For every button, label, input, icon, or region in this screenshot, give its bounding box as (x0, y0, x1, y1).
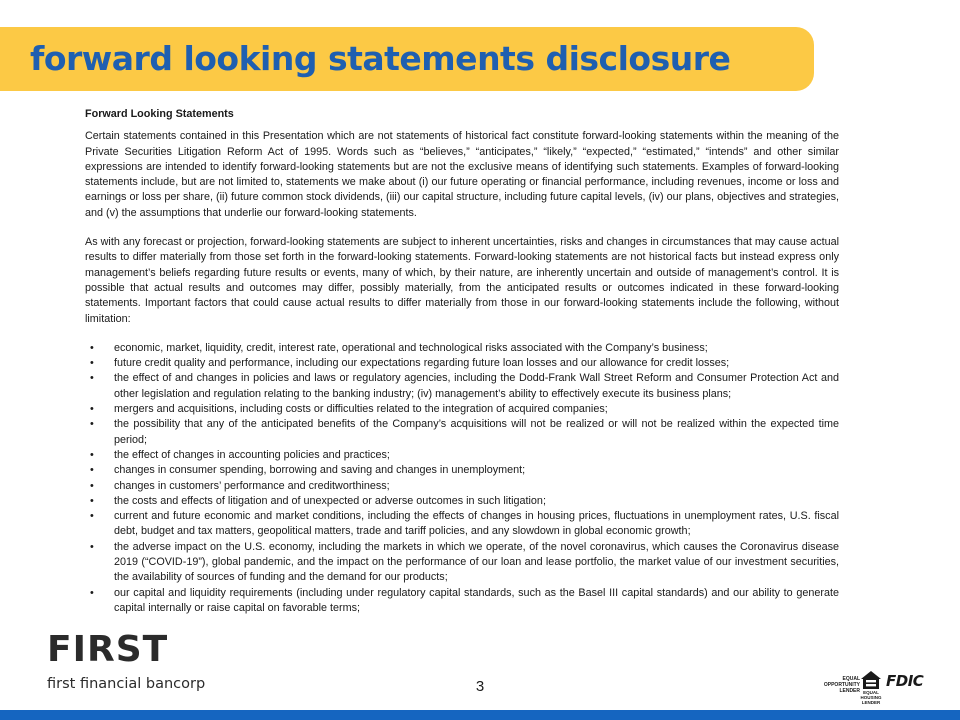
bullet-marker: • (90, 418, 94, 431)
bullet-marker: • (90, 586, 94, 599)
list-item-text: economic, market, liquidity, credit, interest rate, operational and technological risks associated with the Company’s business; (114, 341, 708, 354)
equal-opportunity-lender-mark (820, 676, 860, 694)
bullet-marker: • (90, 448, 94, 461)
list-item-text: future credit quality and performance, including our expectations regarding future loan losses and our allowance for credit losses; (114, 357, 730, 370)
paragraph-intro: Certain statements contained in this Presentation which are not statements of historical fact constitute forward-looking statements within the meaning of the Private Securities Litigation Reform Act of 1995. Words such as “believes,” “anticipates,” “likely,” “expected,” “estimated,” “intends” and other similar expressions are intended to identify forward-looking statements but are not the exclusive means of identifying such statements. Examples of forward-looking statements include, but are not limited to, statements we make about (i) our future operating or financial performance, including revenues, income or loss and earnings or loss per share, (ii) future common stock dividends, (iii) our capital structure, including future capital levels, (iv) our plans, objectives and strategies, and (v) the assumptions that underlie our forward-looking statements. (85, 130, 839, 219)
eol-line: LENDER (839, 688, 860, 694)
equal-housing-lender-mark (860, 690, 882, 705)
list-item (85, 341, 839, 356)
house-icon (860, 670, 882, 692)
logo-subtitle: first financial bancorp (47, 676, 206, 692)
list-item-text: the effect of and changes in policies and laws or regulatory agencies, including the Dodd-Frank Wall Street Reform and Consumer Protection Act and other legislation and regulation relating to the banking industry; (iv) management’s ability to effectively execute its business plans; (114, 372, 839, 400)
bottom-accent-bar (0, 710, 960, 720)
logo-wordmark: FIRST (47, 629, 169, 670)
list-item-text: current and future economic and market conditions, including the effects of changes in housing prices, fluctuations in unemployment rates, U.S. fiscal debt, budget and tax matters, geopolitical matters, trade and tariff policies, and any slowdown in global economic growth; (114, 510, 839, 538)
list-item-text: the effect of changes in accounting policies and practices; (114, 448, 390, 461)
risk-factors-list (85, 341, 839, 616)
fdic-logo: FDIC (886, 672, 924, 690)
list-item (85, 509, 839, 540)
list-item (85, 540, 839, 586)
bullet-marker: • (90, 372, 94, 385)
eol-line: EQUAL (842, 676, 860, 682)
list-item-text: the costs and effects of litigation and of unexpected or adverse outcomes in such litigation; (114, 494, 546, 507)
list-item-text: changes in consumer spending, borrowing and saving and changes in unemployment; (114, 464, 526, 477)
section-heading: Forward Looking Statements (85, 108, 234, 120)
bullet-marker: • (90, 510, 94, 523)
list-item (85, 402, 839, 417)
list-item (85, 417, 839, 448)
bullet-marker: • (90, 479, 94, 492)
list-item (85, 371, 839, 402)
disclosure-content (85, 107, 839, 616)
eh-line: EQUAL HOUSING (860, 690, 882, 700)
list-item-text: our capital and liquidity requirements (including under regulatory capital standards, such as the Basel III capital standards) and our ability to generate capital internally or raise capital on favorable terms; (114, 586, 839, 614)
list-item (85, 463, 839, 478)
list-item-text: the possibility that any of the anticipated benefits of the Company’s acquisitions will not be realized or will not be realized within the expected time period; (114, 418, 839, 446)
list-item-text: changes in customers’ performance and creditworthiness; (114, 479, 390, 492)
list-item-text: mergers and acquisitions, including costs or difficulties related to the integration of acquired companies; (114, 403, 608, 416)
eol-line: OPPORTUNITY (823, 682, 860, 688)
bullet-marker: • (90, 341, 94, 354)
list-item (85, 479, 839, 494)
list-item (85, 586, 839, 617)
list-item-text: the adverse impact on the U.S. economy, including the markets in which we operate, of the novel coronavirus, which causes the Coronavirus disease 2019 (“COVID-19”), global pandemic, and the impact on the performance of our loan and lease portfolio, the market value of our investment securities, the availability of sources of funding and the demand for our products; (114, 540, 839, 584)
list-item (85, 448, 839, 463)
bullet-marker: • (90, 357, 94, 370)
company-logo (47, 629, 206, 692)
page-number: 3 (475, 678, 485, 695)
bullet-marker: • (90, 540, 94, 553)
list-item (85, 356, 839, 371)
bullet-marker: • (90, 464, 94, 477)
bullet-marker: • (90, 494, 94, 507)
bullet-marker: • (90, 403, 94, 416)
paragraph-risks: As with any forecast or projection, forward-looking statements are subject to inherent uncertainties, risks and changes in circumstances that may cause actual results to differ materially from those set forth in the forward-looking statements. Forward-looking statements are not historical facts but instead express only management’s beliefs regarding future results or events, many of which, by their nature, are inherently uncertain and outside of management’s control. It is possible that actual results and outcomes may differ, possibly materially, from the anticipated results or outcomes indicated in these forward-looking statements. Important factors that could cause actual results to differ materially from those in our forward-looking statements include the following, without limitation: (85, 236, 839, 325)
page-title: forward looking statements disclosure (30, 39, 731, 78)
list-item (85, 494, 839, 509)
eh-line: LENDER (861, 700, 881, 705)
